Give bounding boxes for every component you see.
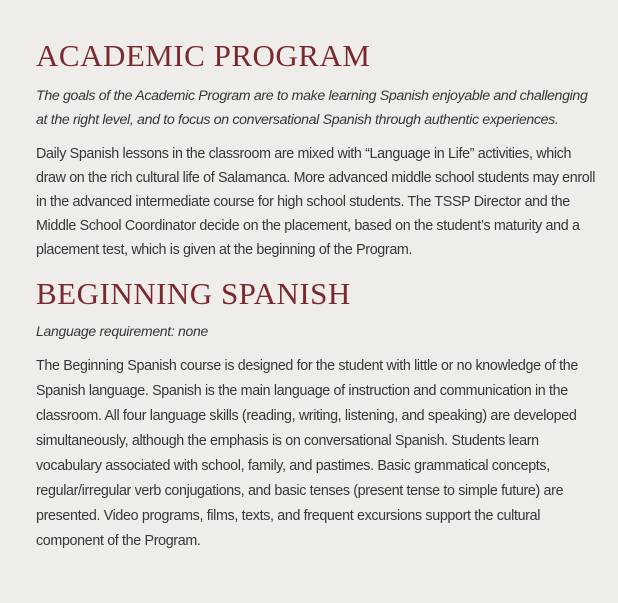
language-requirement-note: Language requirement: none — [36, 323, 209, 339]
academic-program-section — [36, 36, 598, 262]
academic-program-intro: The goals of the Academic Program are to make learning Spanish enjoyable and challenging at the right level, and to focus on conversational Spanish through authentic experiences. — [36, 88, 588, 128]
academic-program-body: Daily Spanish lessons in the classroom are mixed with “Language in Life” activities, which draw on the rich cultural life of Salamanca. More advanced middle school students may enroll in the advanced intermediate course for high school students. The TSSP Director and the Middle School Coordinator decide on the placement, based on the student’s maturity and a placement test, which is given at the beginning of the Program. — [36, 146, 596, 258]
beginning-spanish-section — [36, 274, 598, 554]
beginning-spanish-body: The Beginning Spanish course is designed for the student with little or no knowledge of the Spanish language. Spanish is the main language of instruction and communication in the classroom. All four language skills (reading, writing, listening, and speaking) are developed simultaneously, although the emphasis is on conversational Spanish. Students learn vocabulary associated with school, family, and pastimes. Basic grammatical concepts, regular/irregular verb conjugations, and basic tenses (present tense to simple future) are presented. Video programs, films, texts, and frequent excursions support the cultural component of the Program. — [36, 358, 578, 549]
academic-program-heading: ACADEMIC PROGRAM — [36, 38, 371, 73]
beginning-spanish-heading: BEGINNING SPANISH — [36, 276, 351, 311]
